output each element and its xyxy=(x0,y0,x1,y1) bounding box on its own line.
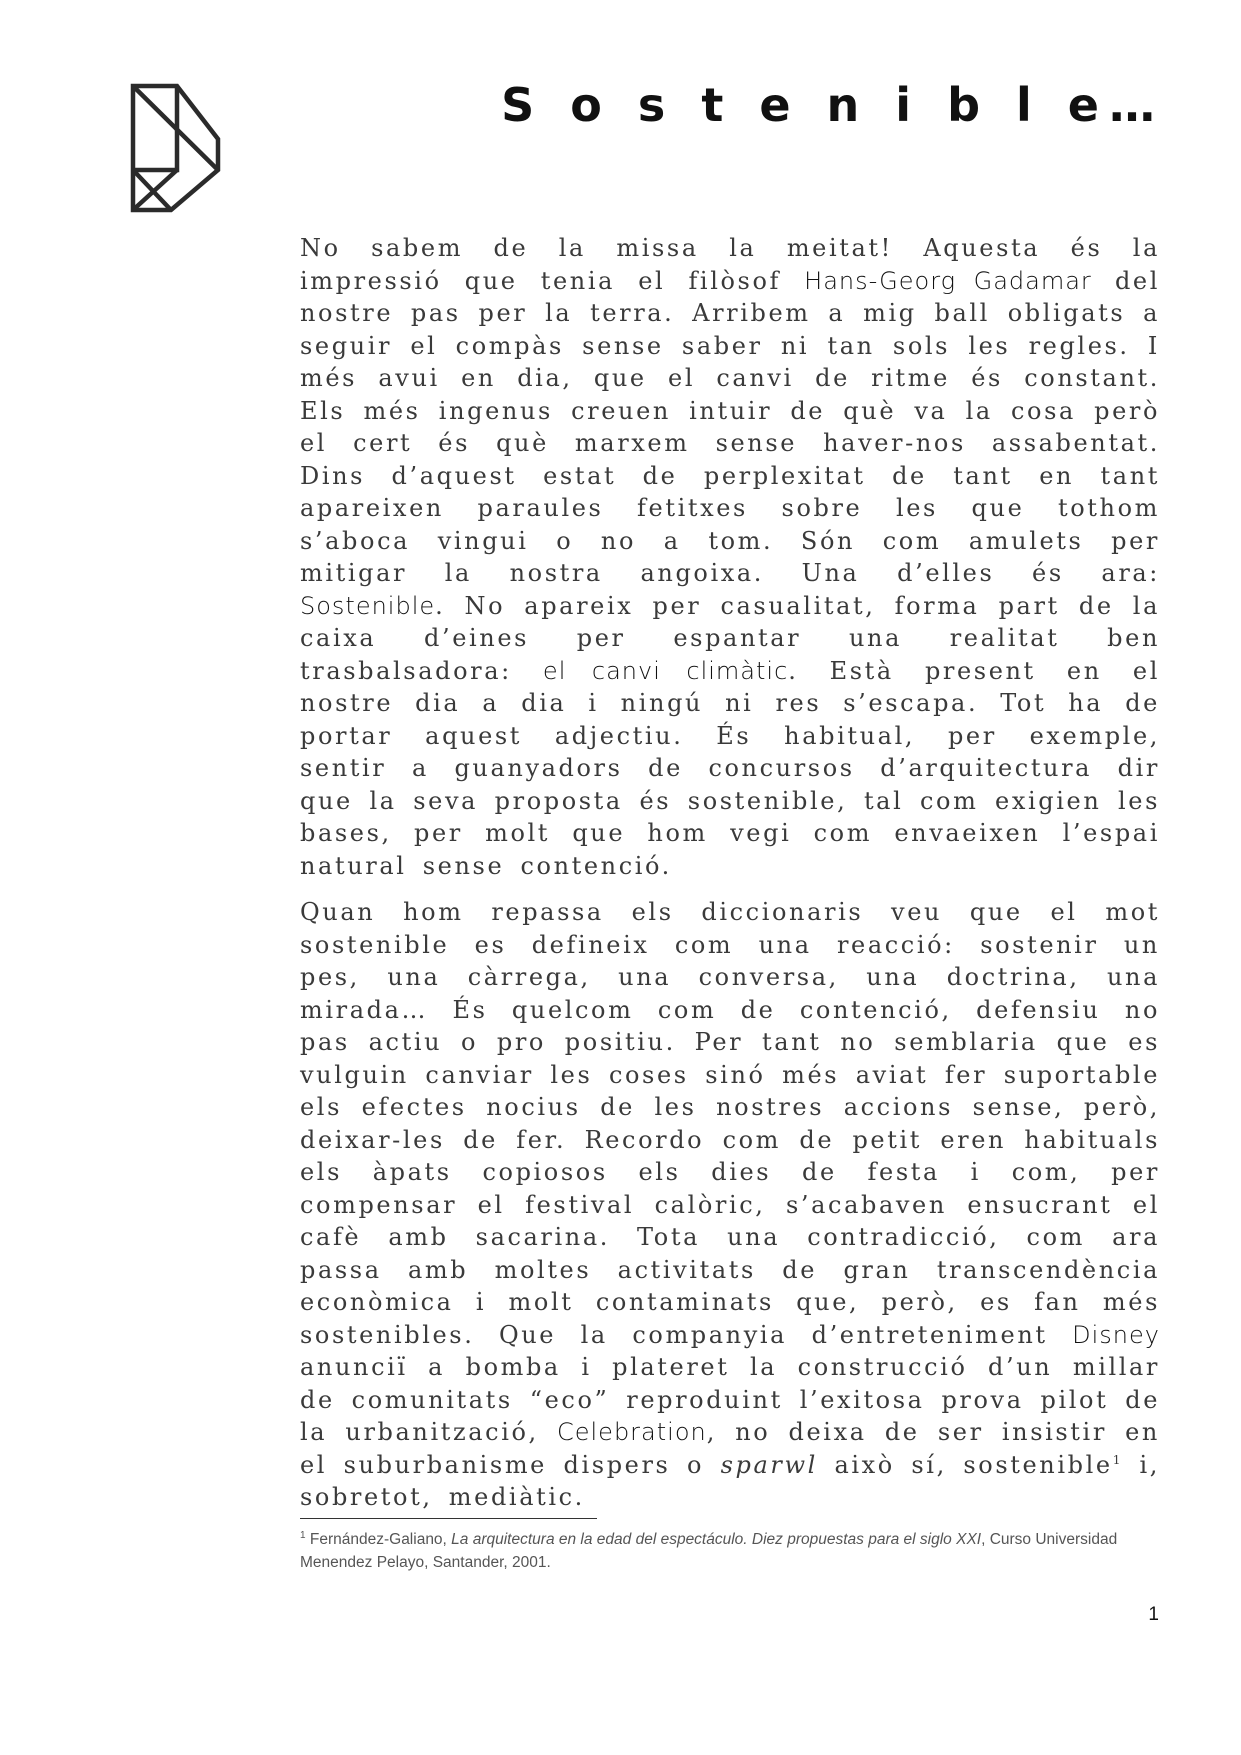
paragraph-2 xyxy=(300,896,1160,1514)
p2-text-3: , no deixa de ser insistir en el suburbanisme dispers o xyxy=(300,1418,1160,1479)
page-number: 1 xyxy=(1148,1604,1159,1625)
logo-icon xyxy=(130,83,222,213)
paragraph-1 xyxy=(300,232,1160,882)
place-name: Celebration xyxy=(556,1418,707,1446)
footnote-number: 1 xyxy=(300,1529,306,1541)
p1-text-4: . Està present en el nostre dia a dia i ningú ni res s’escapa. Tot ha de portar aquest adjectiu. És habitual, per exemple, sentir a guanyadors de concursos d’arquitectura dir que la seva proposta és sostenible, tal com exigien les bases, per molt que hom vegi com envaeixen l’espai natural sense contenció. xyxy=(300,656,1160,880)
p1-text-1: No sabem de la missa la meitat! Aquesta és la impressió que tenia el filòsof xyxy=(300,234,1160,295)
footnote xyxy=(300,1528,1160,1574)
footnote-divider xyxy=(300,1518,597,1519)
p2-text-1: Quan hom repassa els diccionaris veu que el mot sostenible es defineix com una reacció: sostenir un pes, una càrrega, una conversa, una doctrina, una mirada… És quelcom com de contenció, defensiu no pas actiu o pro positiu. Per tant no semblaria que es vulguin canviar les coses sinó més aviat fer suportable els efectes nocius de les nostres accions sense, però, deixar-les de fer. Recordo com de petit eren habituals els àpats copiosos els dies de festa i com, per compensar el festival calòric, s’acabaven ensucrant el cafè amb sacarina. Tota una contradicció, com ara passa amb moltes activitats de gran transcendència econòmica i molt contaminats que, però, es fan més sostenibles. Que la companyia d’entreteniment xyxy=(300,898,1160,1349)
article-body xyxy=(300,232,1160,1528)
page-title: S o s t e n i b l e… xyxy=(501,78,1165,132)
footnote-book-title: La arquitectura en la edad del espectáculo. Diez propuestas para el siglo XXI xyxy=(451,1531,982,1548)
footnote-reference[interactable]: 1 xyxy=(1112,1452,1123,1467)
keyword-climate-change: el canvi climàtic xyxy=(542,656,789,685)
italic-term: sparwl xyxy=(720,1450,818,1479)
keyword-sostenible: Sostenible xyxy=(300,591,436,620)
p2-text-2: anunciï a bomba i plateret la construcció d’un millar de comunitats “eco” reproduint l’exitosa prova pilot de la urbanització, xyxy=(300,1353,1160,1446)
company-name: Disney xyxy=(1072,1320,1160,1349)
person-name: Hans-Georg Gadamar xyxy=(804,266,1092,295)
footnote-author: Fernández-Galiano, xyxy=(305,1531,452,1548)
p1-text-2: del nostre pas per la terra. Arribem a mig ball obligats a seguir el compàs sense saber ni tan sols les regles. I més avui en dia, que el canvi de ritme és constant. Els més ingenus creuen intuir de què va la cosa però el cert és què marxem sense haver-nos assabentat. Dins d’aquest estat de perplexitat de tant en tant apareixen paraules fetitxes sobre les que tothom s’aboca vingui o no a tom. Són com amulets per mitigar la nostra angoixa. Una d’elles és ara: xyxy=(300,266,1161,587)
footnote-publication: , Curso Universidad Menendez Pelayo, Santander, 2001. xyxy=(300,1531,1118,1571)
p2-text-4: això sí, sostenible xyxy=(817,1450,1113,1479)
p1-text-3: . No apareix per casualitat, forma part de la caixa d’eines per espantar una realitat ben trasbalsadora: xyxy=(300,591,1160,685)
p2-text-5: i, sobretot, mediàtic. xyxy=(300,1450,1161,1511)
